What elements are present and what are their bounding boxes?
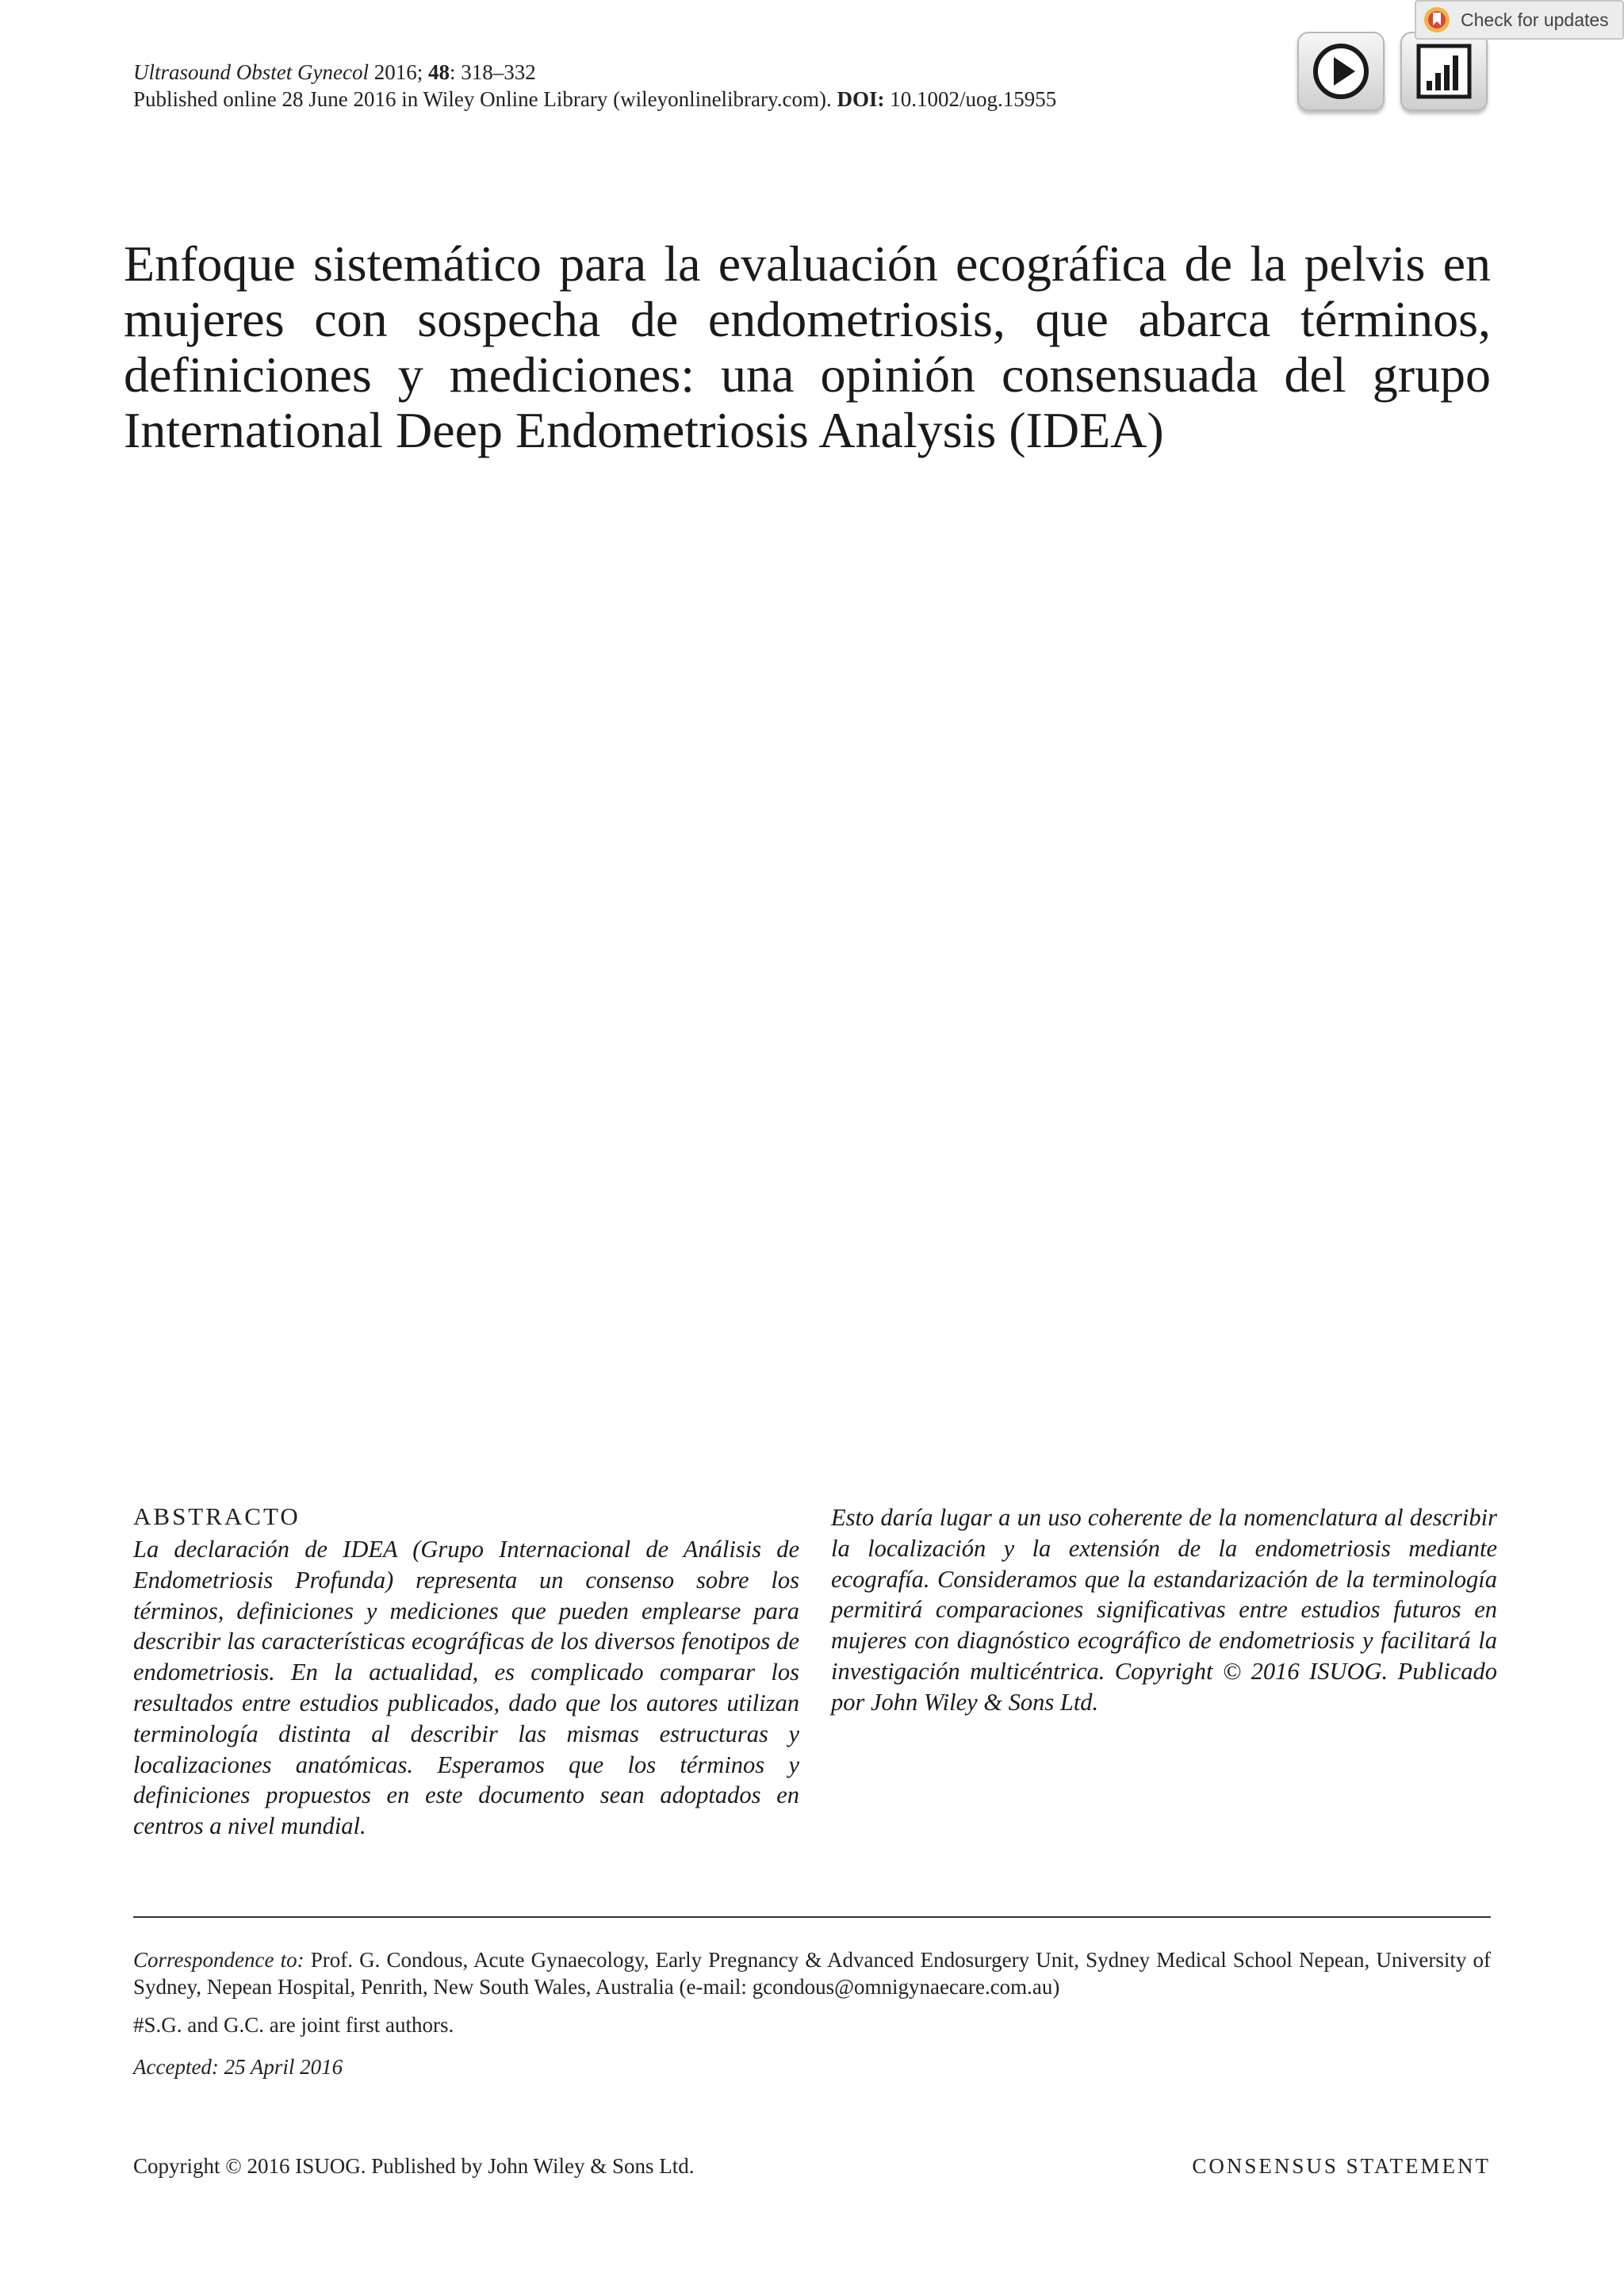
accepted-date: Accepted: 25 April 2016 [133, 2055, 343, 2079]
journal-volume: 48 [427, 60, 450, 84]
footer-section-label: CONSENSUS STATEMENT [1192, 2154, 1491, 2178]
journal-year: 2016; [373, 60, 423, 84]
correspondence-note [133, 1946, 1491, 2000]
check-for-updates-label: Check for updates [1461, 9, 1609, 30]
joint-authors-note: #S.G. and G.C. are joint first authors. [133, 2013, 454, 2037]
journal-pages: : 318–332 [449, 60, 536, 84]
abstract-text-right: Esto daría lugar a un uso coherente de la nomenclatura al describir la localización y la extensión de la endometriosis mediante ecografía. Consideramos que la estandarización de la terminología permitirá comparaciones significativas entre estudios futuros en mujeres con diagnóstico ecográfico de endometriosis y facilitará la investigación multicéntrica. Copyright © 2016 ISUOG. Publicado por John Wiley & Sons Ltd. [831, 1504, 1497, 1716]
footnote-divider [133, 1916, 1491, 1918]
footer-copyright: Copyright © 2016 ISUOG. Published by John Wiley & Sons Ltd. [133, 2154, 695, 2178]
check-for-updates-button[interactable] [1415, 0, 1624, 40]
journal-name: Ultrasound Obstet Gynecol [133, 60, 369, 84]
article-title: Enfoque sistemático para la evaluación ecográfica de la pelvis en mujeres con sospecha de endometriosis, que abarca términos, definiciones y mediciones: una opinión consensuada del grupo International Deep Endometriosis Analysis (IDEA) [124, 235, 1491, 458]
journal-header [133, 59, 1180, 113]
abstract-text-left: La declaración de IDEA (Grupo Internacional de Análisis de Endometriosis Profunda) representa un consenso sobre los términos, definiciones y mediciones que pueden emplearse para describir las características ecográficas de los diversos fenotipos de endometriosis. En la actualidad, es complicado comparar los resultados entre estudios publicados, dado que los autores utilizan terminología distinta al describir las mismas estructuras y localizaciones anatómicas. Esperamos que los términos y definiciones propuestos en este documento sean adoptados en centros a nivel mundial. [133, 1536, 799, 1840]
crossmark-icon [1423, 6, 1451, 34]
citation-line [133, 59, 1180, 86]
play-icon [1312, 43, 1369, 100]
correspondence-label: Correspondence to: [133, 1948, 304, 1972]
bar-chart-icon [1415, 43, 1473, 100]
published-online: Published online 28 June 2016 in Wiley Online Library (wileyonlinelibrary.com). [133, 87, 832, 111]
metrics-button[interactable] [1400, 32, 1488, 111]
publication-line [133, 86, 1180, 113]
play-button[interactable] [1297, 32, 1385, 111]
doi-value[interactable]: 10.1002/uog.15955 [890, 87, 1057, 111]
abstract-heading: ABSTRACTO [133, 1502, 301, 1530]
correspondence-text: Prof. G. Condous, Acute Gynaecology, Early Pregnancy & Advanced Endosurgery Unit, Sydney Medical School Nepean, University of Sydney, Nepean Hospital, Penrith, New South Wales, Australia (e-mail: gcondous@omnigynaecare.com.au) [133, 1948, 1491, 1999]
doi-label: DOI: [837, 87, 885, 111]
